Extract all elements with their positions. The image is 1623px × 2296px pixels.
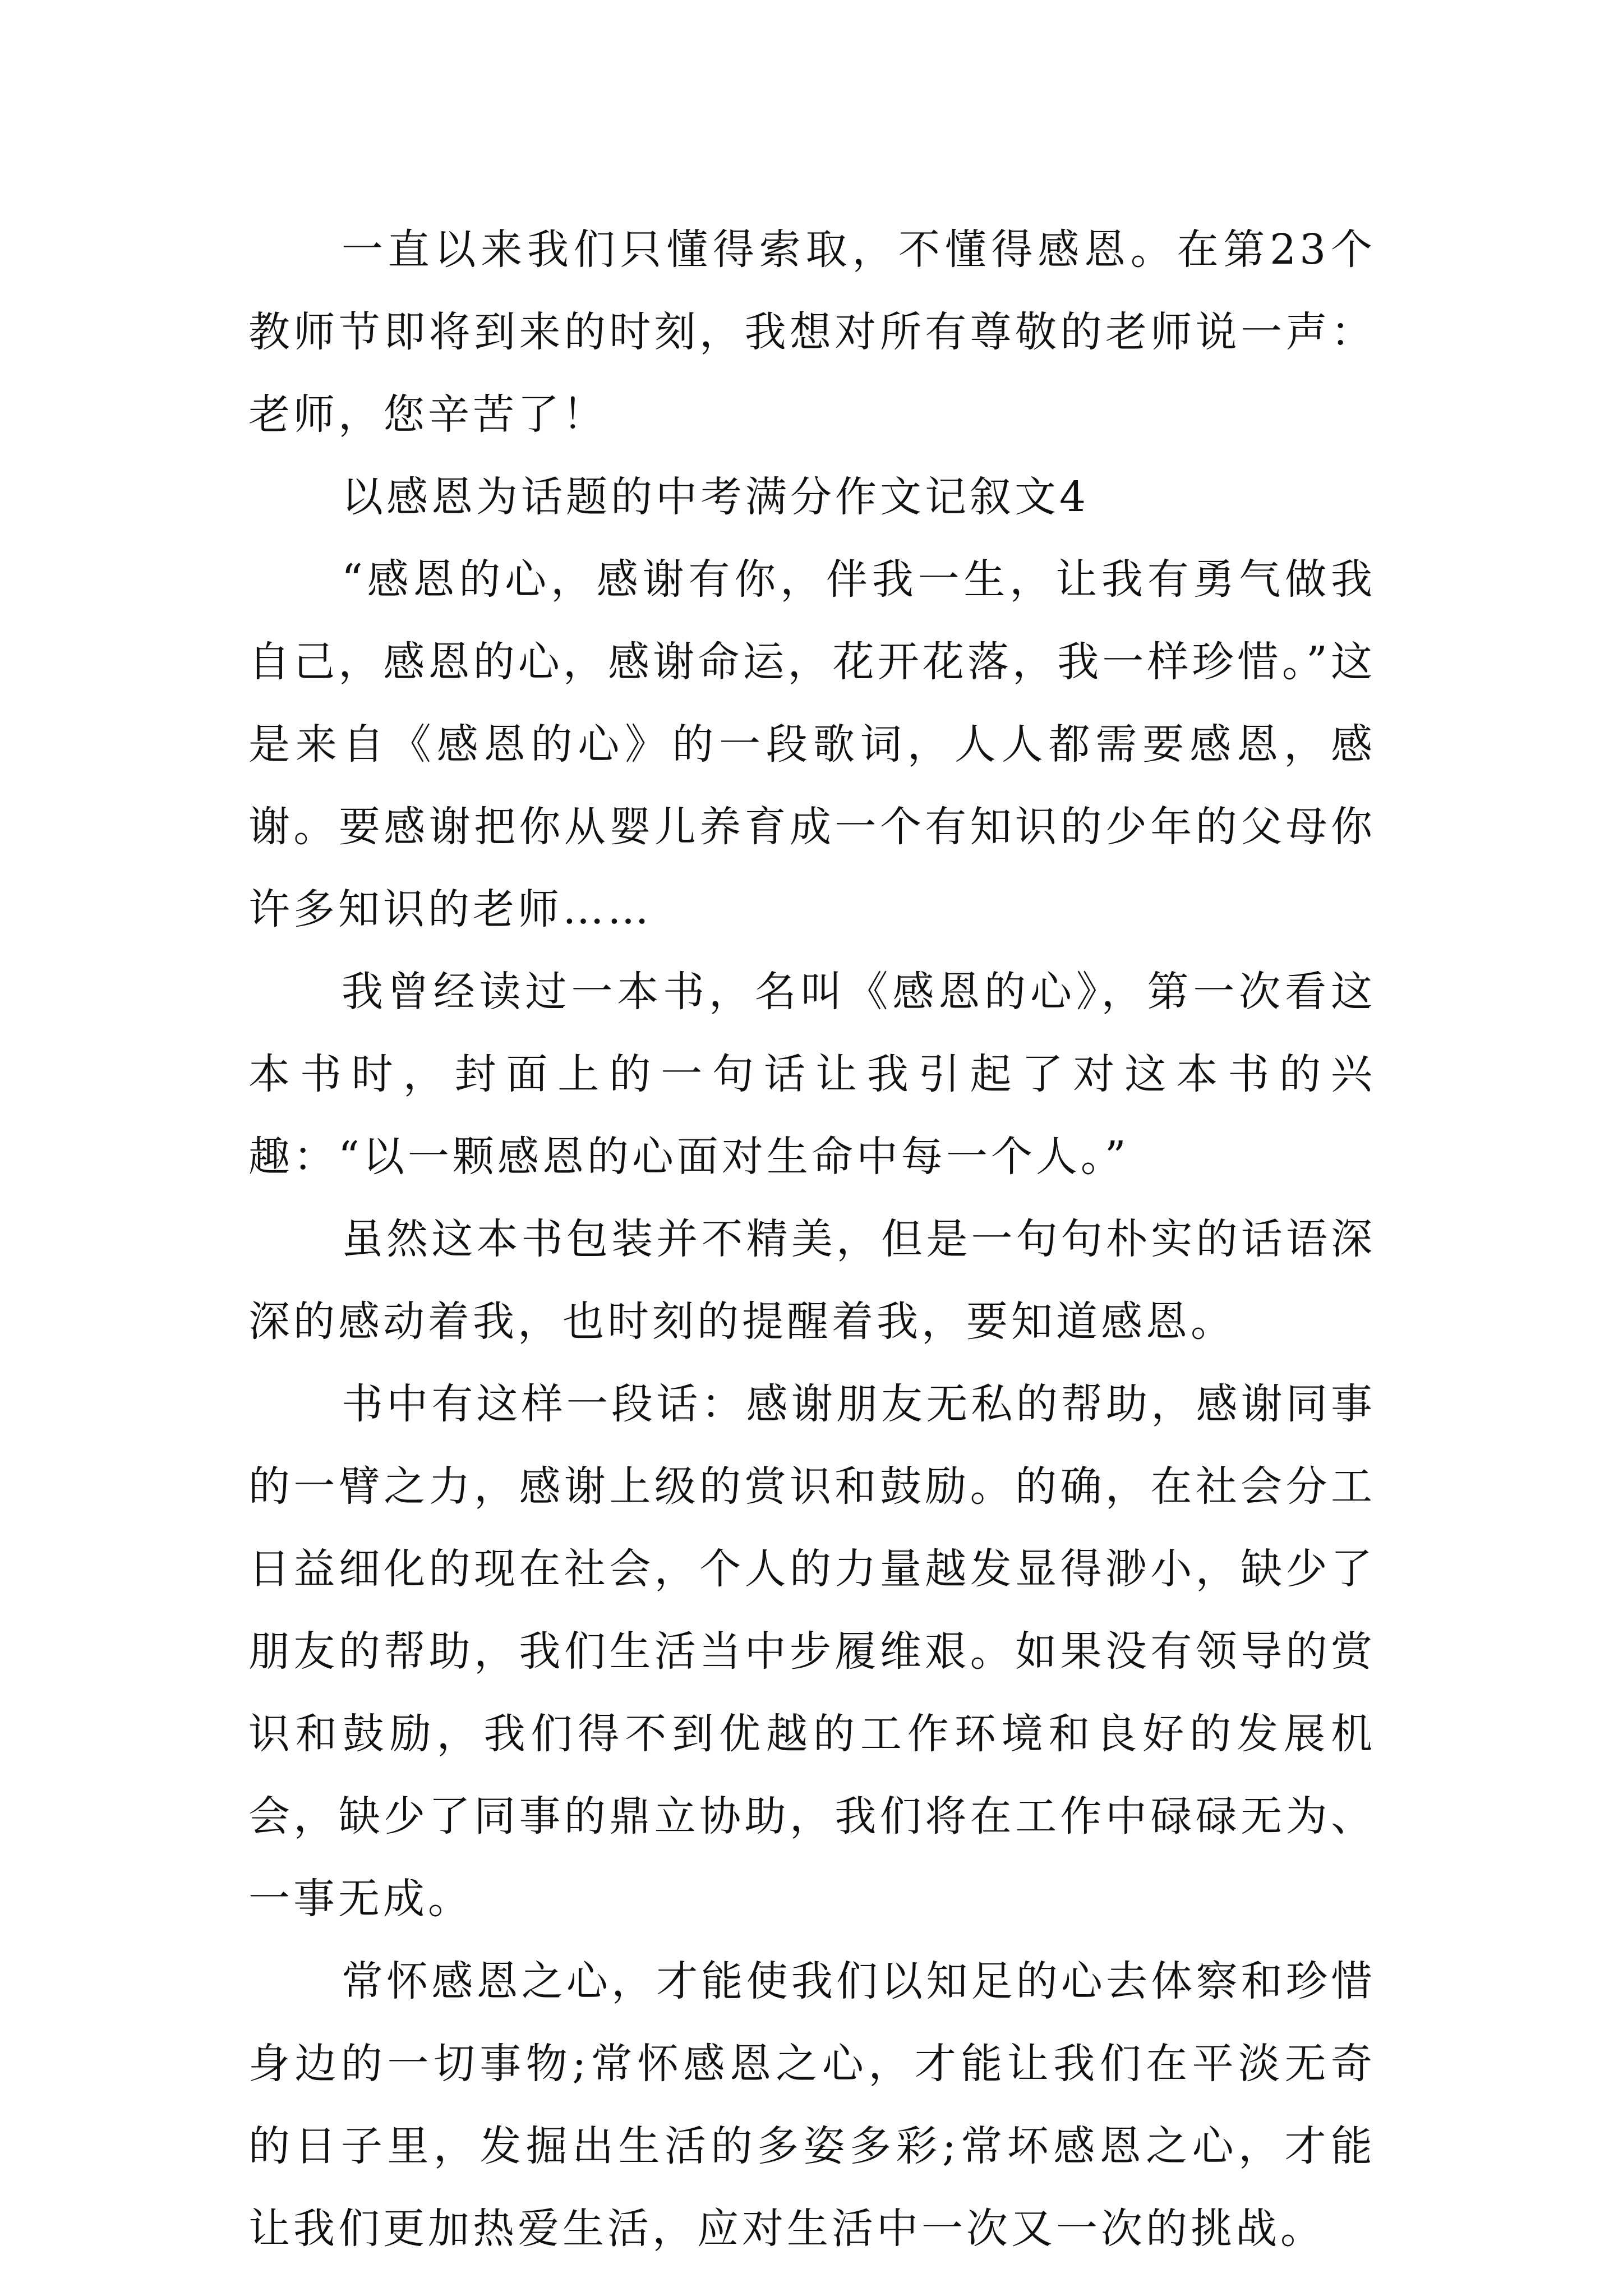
paragraph-conclusion: 常怀感恩之心，才能使我们以知足的心去体察和珍惜身边的一切事物;常怀感恩之心，才能让我们在平淡无奇的日子里，发掘出生活的多姿多彩;常坏感恩之心，才能让我们更加热爱生活，应对生活中一次又一次的挑战。 — [248, 1957, 1376, 2253]
document-body — [248, 209, 1376, 2270]
paragraph-book-impression: 虽然这本书包装并不精美，但是一句句朴实的话语深深的感动着我，也时刻的提醒着我，要知道感恩。 — [248, 1215, 1376, 1346]
paragraph-book-quote: 书中有这样一段话：感谢朋友无私的帮助，感谢同事的一臂之力，感谢上级的赏识和鼓励。的确，在社会分工日益细化的现在社会，个人的力量越发显得渺小，缺少了朋友的帮助，我们生活当中步履维艰。如果没有领导的赏识和鼓励，我们得不到优越的工作环境和良好的发展机会，缺少了同事的鼎立协助，我们将在工作中碌碌无为、一事无成。 — [248, 1380, 1376, 1923]
paragraph-book: 我曾经读过一本书，名叫《感恩的心》，第一次看这本书时，封面上的一句话让我引起了对这本书的兴趣：“以一颗感恩的心面对生命中每一个人。” — [248, 968, 1376, 1181]
essay-title: 以感恩为话题的中考满分作文记叙文4 — [342, 473, 1090, 521]
paragraph-teachers-day: 一直以来我们只懂得索取，不懂得感恩。在第23个教师节即将到来的时刻，我想对所有尊敬的老师说一声：老师，您辛苦了！ — [248, 226, 1376, 439]
paragraph-song-lyrics: “感恩的心，感谢有你，伴我一生，让我有勇气做我自己，感恩的心，感谢命运，花开花落，我一样珍惜。”这是来自《感恩的心》的一段歌词，人人都需要感恩，感谢。要感谢把你从婴儿养育成一个有知识的少年的父母你许多知识的老师…… — [248, 555, 1376, 933]
